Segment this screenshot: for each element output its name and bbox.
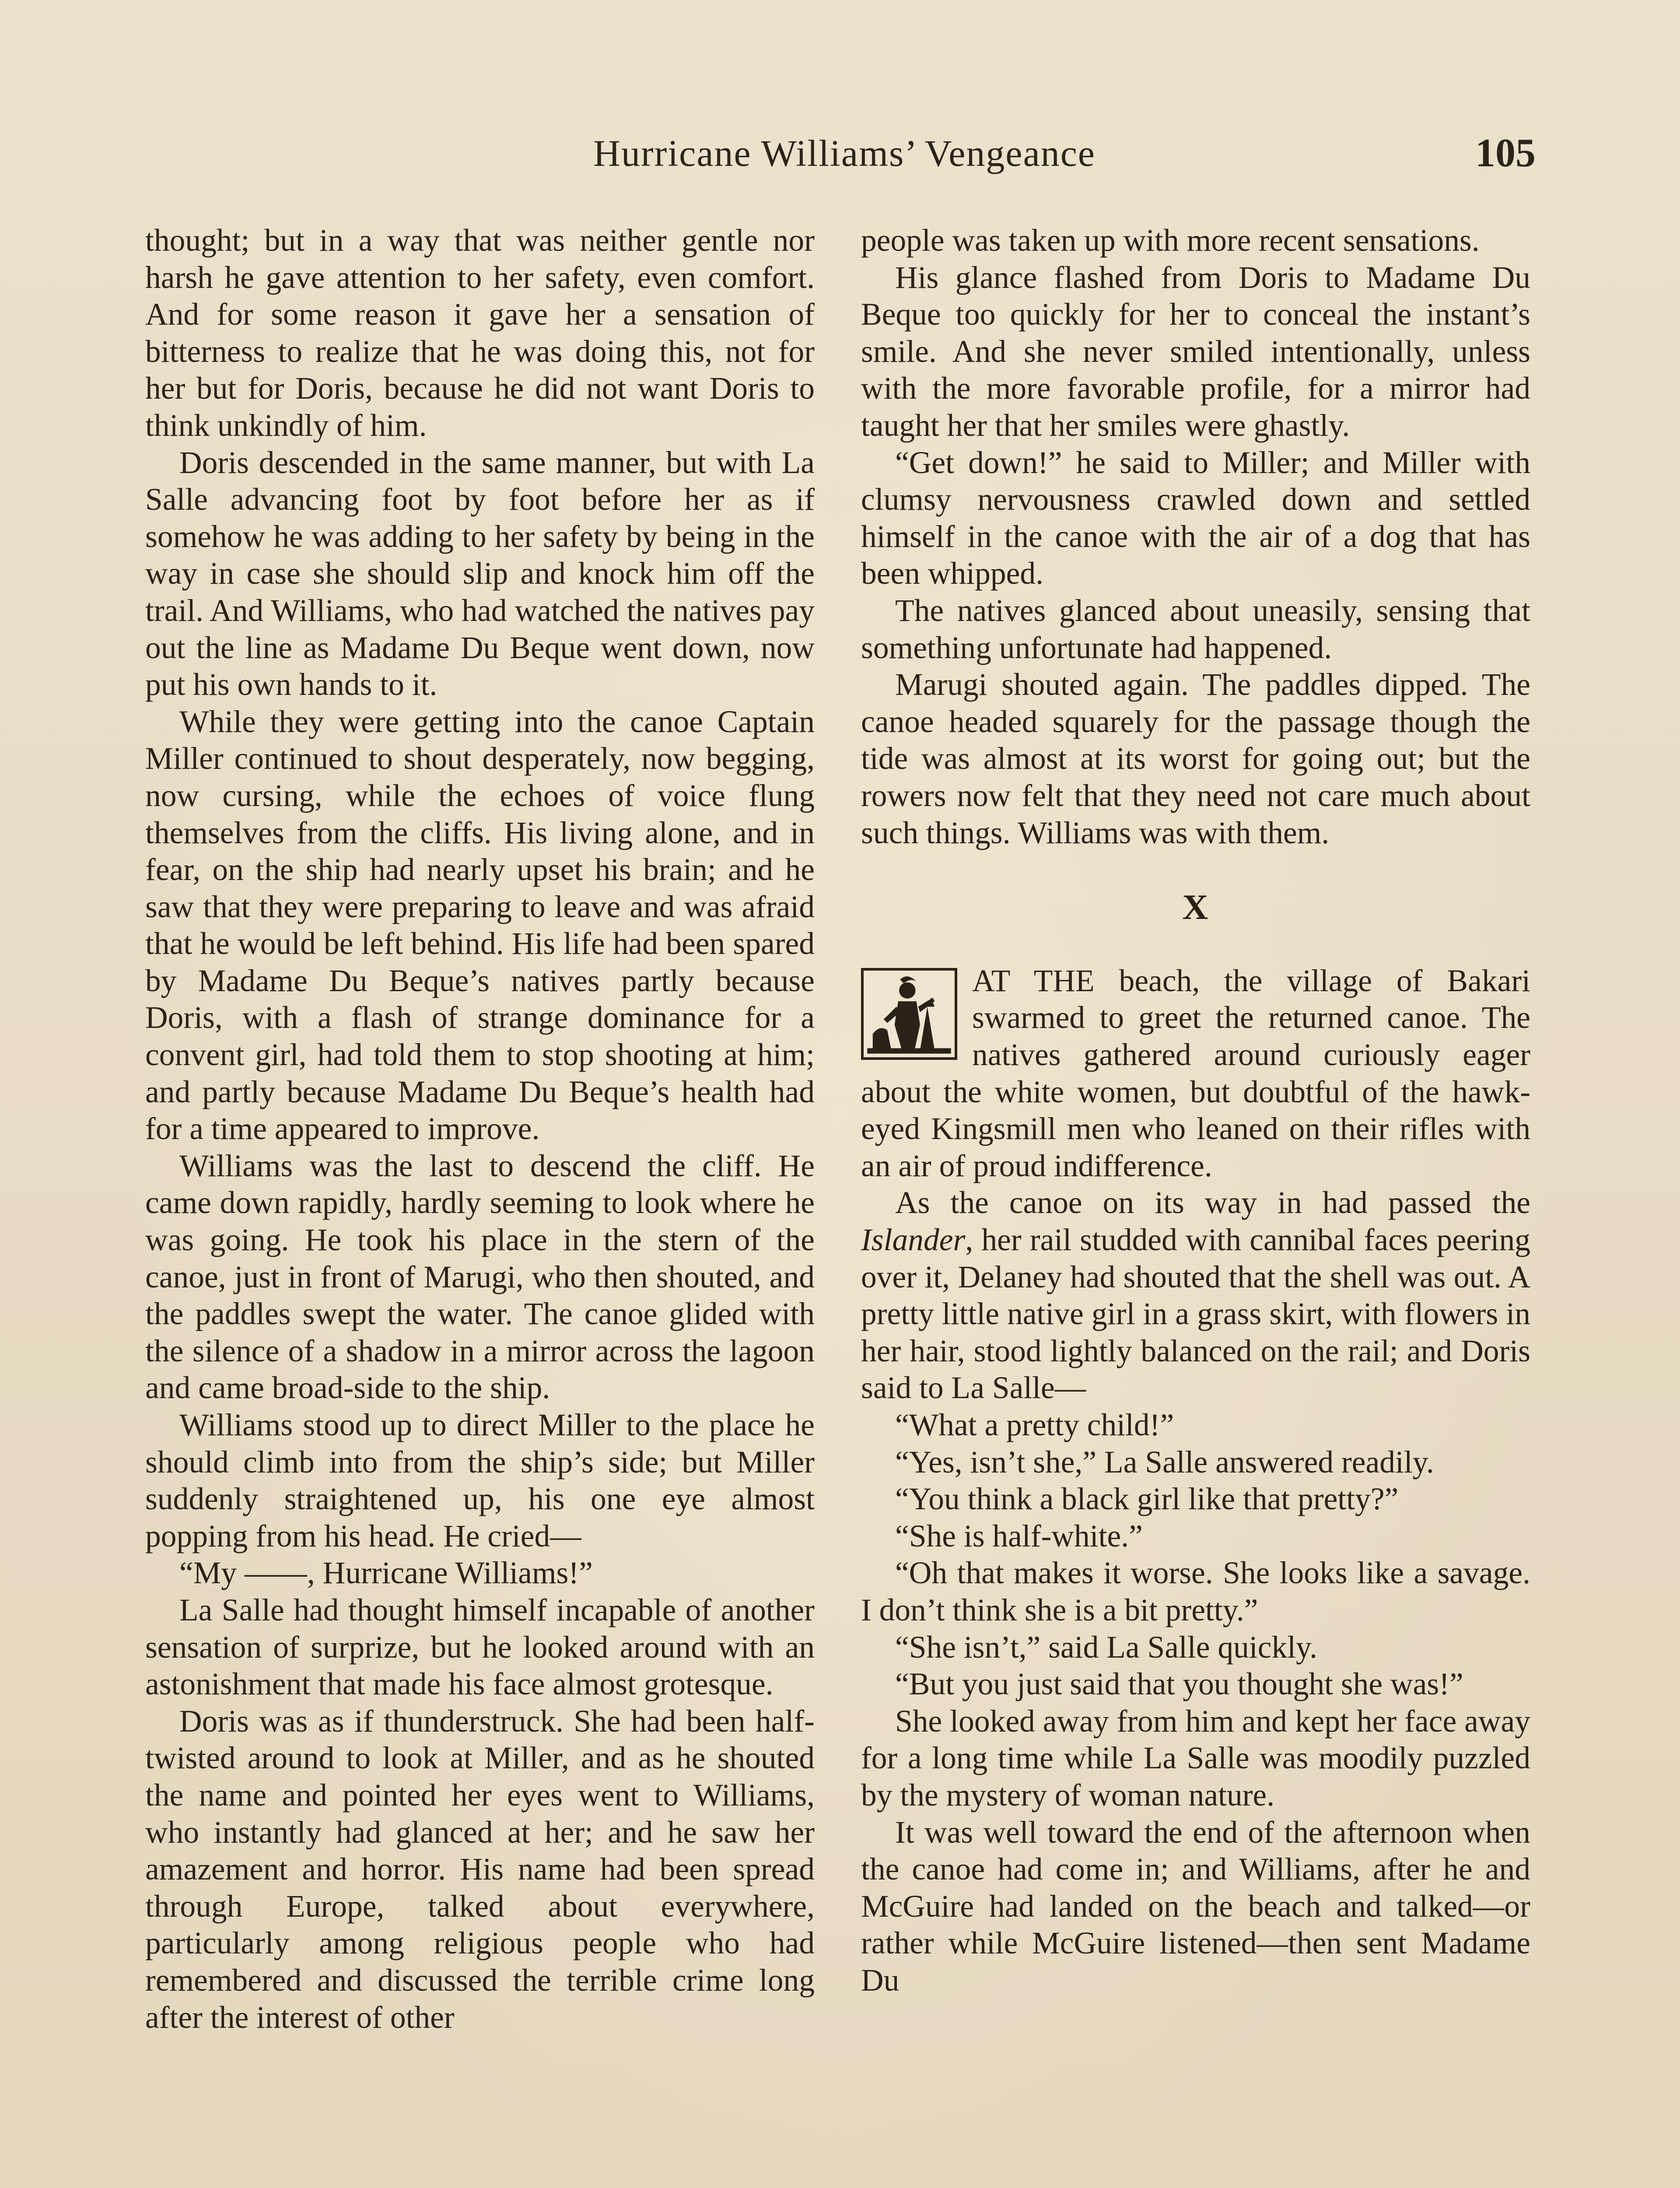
dropcap-paragraph [861, 963, 1530, 1185]
paragraph: “What a pretty child!” [895, 1408, 1174, 1442]
paragraph: She looked away from him and kept her face away for a long time while La Salle was moodily puzzled by the mystery of woman nature. [861, 1704, 1530, 1813]
paragraph: “Get down!” he said to Miller; and Miller with clumsy nervousness crawled down and settled himself in the canoe with the air of a dog that has been whipped. [861, 445, 1530, 591]
paragraph [861, 1185, 1530, 1407]
running-title: Hurricane Williams’ Vengeance [593, 132, 1096, 174]
paragraph: His glance flashed from Doris to Madame Du Beque too quickly for her to conceal the instant’s smile. And she never smiled intentionally, unless with the more favorable profile, for a mirror had taught her that her smiles were ghastly. [861, 260, 1530, 443]
paragraph: The natives glanced about uneasily, sensing that something unfortunate had happened. [861, 593, 1530, 665]
ship-name: Islander [861, 1223, 966, 1258]
paragraph: “You think a black girl like that pretty?” [895, 1482, 1399, 1517]
paragraph-text: , her rail studded with cannibal faces peering over it, Delaney had shouted that the shell was out. A pretty little native girl in a grass skirt, with flowers in her hair, stood lightly balanced on the rail; and Doris said to La Salle— [861, 1223, 1530, 1406]
right-column [861, 222, 1530, 1999]
page-number: 105 [1475, 130, 1536, 175]
paragraph: While they were getting into the canoe Captain Miller continued to shout desperately, now begging, now cursing, while the echoes of voice flung themselves from the cliffs. His living alone, and in fear, on the ship had nearly upset his brain; and he saw that they were preparing to leave and was afraid that he would be left behind. His life had been spared by Madame Du Beque’s natives partly because Doris, with a flash of strange dominance for a convent girl, had told them to stop shooting at him; and partly because Madame Du Beque’s health had for a time appeared to improve. [145, 704, 815, 1147]
paragraph-text: As the canoe on its way in had passed the [895, 1185, 1530, 1220]
paragraph: people was taken up with more recent sensations. [861, 223, 1480, 258]
section-heading: X [1182, 887, 1209, 927]
paragraph: Williams was the last to descend the cliff. He came down rapidly, hardly seeming to look where he was going. He took his place in the stern of the canoe, just in front of Marugi, who then shouted, and the paddles swept the water. The canoe glided with the silence of a shadow in a mirror across the lagoon and came broad-side to the ship. [145, 1148, 815, 1406]
paragraph: “Oh that makes it worse. She looks like a savage. I don’t think she is a bit pretty.” [861, 1556, 1530, 1627]
paragraph: Doris descended in the same manner, but with La Salle advancing foot by foot before her as if somehow he was adding to her safety by being in the way in case she should slip and knock him off the trail. And Williams, who had watched the natives pay out the line as Madame Du Beque went down, now put his own hands to it. [145, 445, 815, 702]
paragraph: La Salle had thought himself incapable of another sensation of surprize, but he looked around with an astonishment that made his face almost grotesque. [145, 1592, 815, 1702]
paragraph: Doris was as if thunderstruck. She had been half-twisted around to look at Miller, and as he shouted the name and pointed her eyes went to Williams, who instantly had glanced at her; and he saw her amazement and horror. His name had been spread through Europe, talked about everywhere, particularly among religious people who had remembered and discussed the terrible crime long after the interest of other [145, 1704, 815, 2035]
paragraph: Williams stood up to direct Miller to the place he should climb into from the ship’s side; but Miller suddenly straightened up, his one eye almost popping from his head. He cried— [145, 1408, 815, 1553]
paragraph: “My ——, Hurricane Williams!” [179, 1556, 593, 1591]
paragraph: “But you just said that you thought she was!” [895, 1667, 1463, 1702]
paragraph: It was well toward the end of the afternoon when the canoe had come in; and Williams, after he and McGuire had landed on the beach and talked—or rather while McGuire listened—then sent Madame Du [861, 1815, 1530, 1998]
paragraph: “Yes, isn’t she,” La Salle answered readily. [895, 1445, 1434, 1480]
paragraph: “She isn’t,” said La Salle quickly. [895, 1630, 1318, 1665]
decorative-initial-illustration-icon [861, 968, 957, 1060]
paragraph: Marugi shouted again. The paddles dipped. The canoe headed squarely for the passage though the tide was almost at its worst for going out; but the rowers now felt that they need not care much about such things. Williams was with them. [861, 667, 1530, 850]
paragraph: “She is half-white.” [895, 1518, 1143, 1553]
dropcap-text: AT THE beach, the village of Bakari swarmed to greet the returned canoe. The natives gathered around curiously eager about the white women, but doubtful of the hawk-eyed Kingsmill men who leaned on their rifles with an air of proud indifference. [861, 963, 1530, 1183]
left-column [145, 222, 815, 2036]
paragraph: thought; but in a way that was neither gentle nor harsh he gave attention to her safety, even comfort. And for some reason it gave her a sensation of bitterness to realize that he was doing this, not for her but for Doris, because he did not want Doris to think unkindly of him. [145, 223, 815, 443]
